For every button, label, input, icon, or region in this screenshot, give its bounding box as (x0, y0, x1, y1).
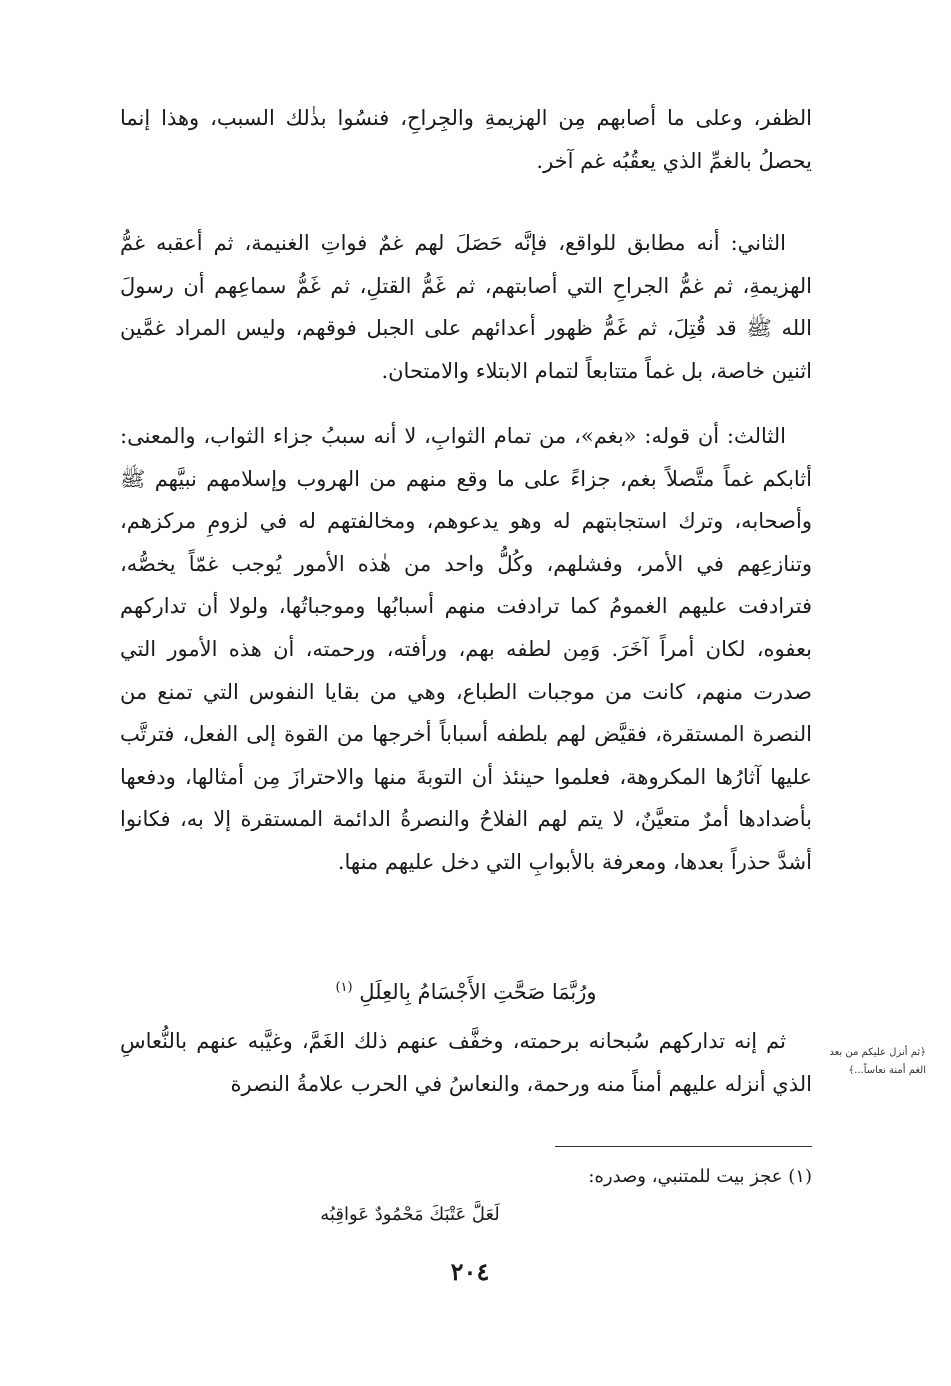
margin-note (788, 1044, 926, 1080)
paragraph-3: الثالث: أن قوله: «بغم»، من تمام الثوابِ، لا أنه سببُ جزاء الثواب، والمعنى: أثابكم غماً متَّصلاً بغم، جزاءً على ما وقع منهم من الهروب وإسلامهم نبيَّهم ﷺ وأصحابه، وترك استجابتهم له وهو يدعوهم، ومخالفتهم له في لزومِ مركزهم، وتنازعِهم في الأمر، وفشلهم، وكُلُّ واحد من هٰذه الأمور يُوجب غمّاً يخصُّه، فترادفت عليهم الغمومُ كما ترادفت منهم أسبابُها وموجباتُها، ولولا أن تداركهم بعفوه، لكان أمراً آخَرَ. وَمِن لطفه بهم، ورأفته، ورحمته، أن هذه الأمور التي صدرت منهم، كانت من موجبات الطباع، وهي من بقايا النفوس التي تمنع من النصرة المستقرة، فقيَّض لهم بلطفه أسباباً أخرجها من القوة إلى الفعل، فترتَّب عليها آثارُها المكروهة، فعلموا حينئذ أن التوبةَ منها والاحترازَ مِن أمثالها، ودفعها بأضدادها أمرٌ متعيَّنٌ، لا يتم لهم الفلاحُ والنصرةُ الدائمة المستقرة إلا به، فكانوا أشدَّ حذراً بعدها، ومعرفة بالأبوابِ التي دخل عليهم منها. (120, 424, 812, 874)
paragraph-2: الثاني: أنه مطابق للواقع، فإنَّه حَصَلَ لهم غمٌ فواتِ الغنيمة، ثم أعقبه غمُّ الهزيمةِ، ثم غمُّ الجراحِ التي أصابتهم، ثم غَمُّ القتلِ، ثم غَمُّ سماعِهم أن رسولَ الله ﷺ قد قُتِلَ، ثم غَمُّ ظهور أعدائهم على الجبل فوقهم، وليس المراد غمَّين اثنين خاصة، بل غماً متتابعاً لتمام الابتلاء والامتحان. (120, 231, 812, 383)
footnote-reference: (١) (335, 980, 353, 995)
paragraph-4: ثم إنه تداركهم سُبحانه برحمته، وخفَّف عنهم ذلك الغَمَّ، وغيَّبه عنهم بالنُّعاسِ الذي أنزله عليهم أمناً منه ورحمة، والنعاسُ في الحرب علامةُ النصرة (120, 1029, 812, 1096)
verse-text: ورُبَّمَا صَحَّتِ الأَجْسَامُ بِالعِلَلِ (359, 980, 597, 1004)
footnote-marker: (١) (788, 1166, 812, 1187)
page-number: ٢٠٤ (450, 1257, 490, 1286)
footnote-text: عجز بيت للمتنبي، وصدره: (588, 1166, 783, 1187)
footnote-verse: لَعَلَّ عَتْبَكَ مَحْمُودٌ عَواقِبُه (320, 1204, 500, 1225)
paragraph-1: الظفر، وعلى ما أصابهم مِن الهزيمةِ والجِراحِ، فنسُوا بذٰلك السبب، وهذا إنما يحصلُ بالغمِّ الذي يعقُبُه غم آخر. (120, 106, 812, 173)
footnote (300, 1160, 812, 1194)
verse-line (120, 968, 812, 1012)
footnote-divider (555, 1146, 812, 1147)
margin-note-line-2: الغم أمنة نعاساً...﴾ (848, 1065, 926, 1076)
margin-note-line-1: ﴿ثم أنزل عليكم من بعد (829, 1047, 926, 1058)
